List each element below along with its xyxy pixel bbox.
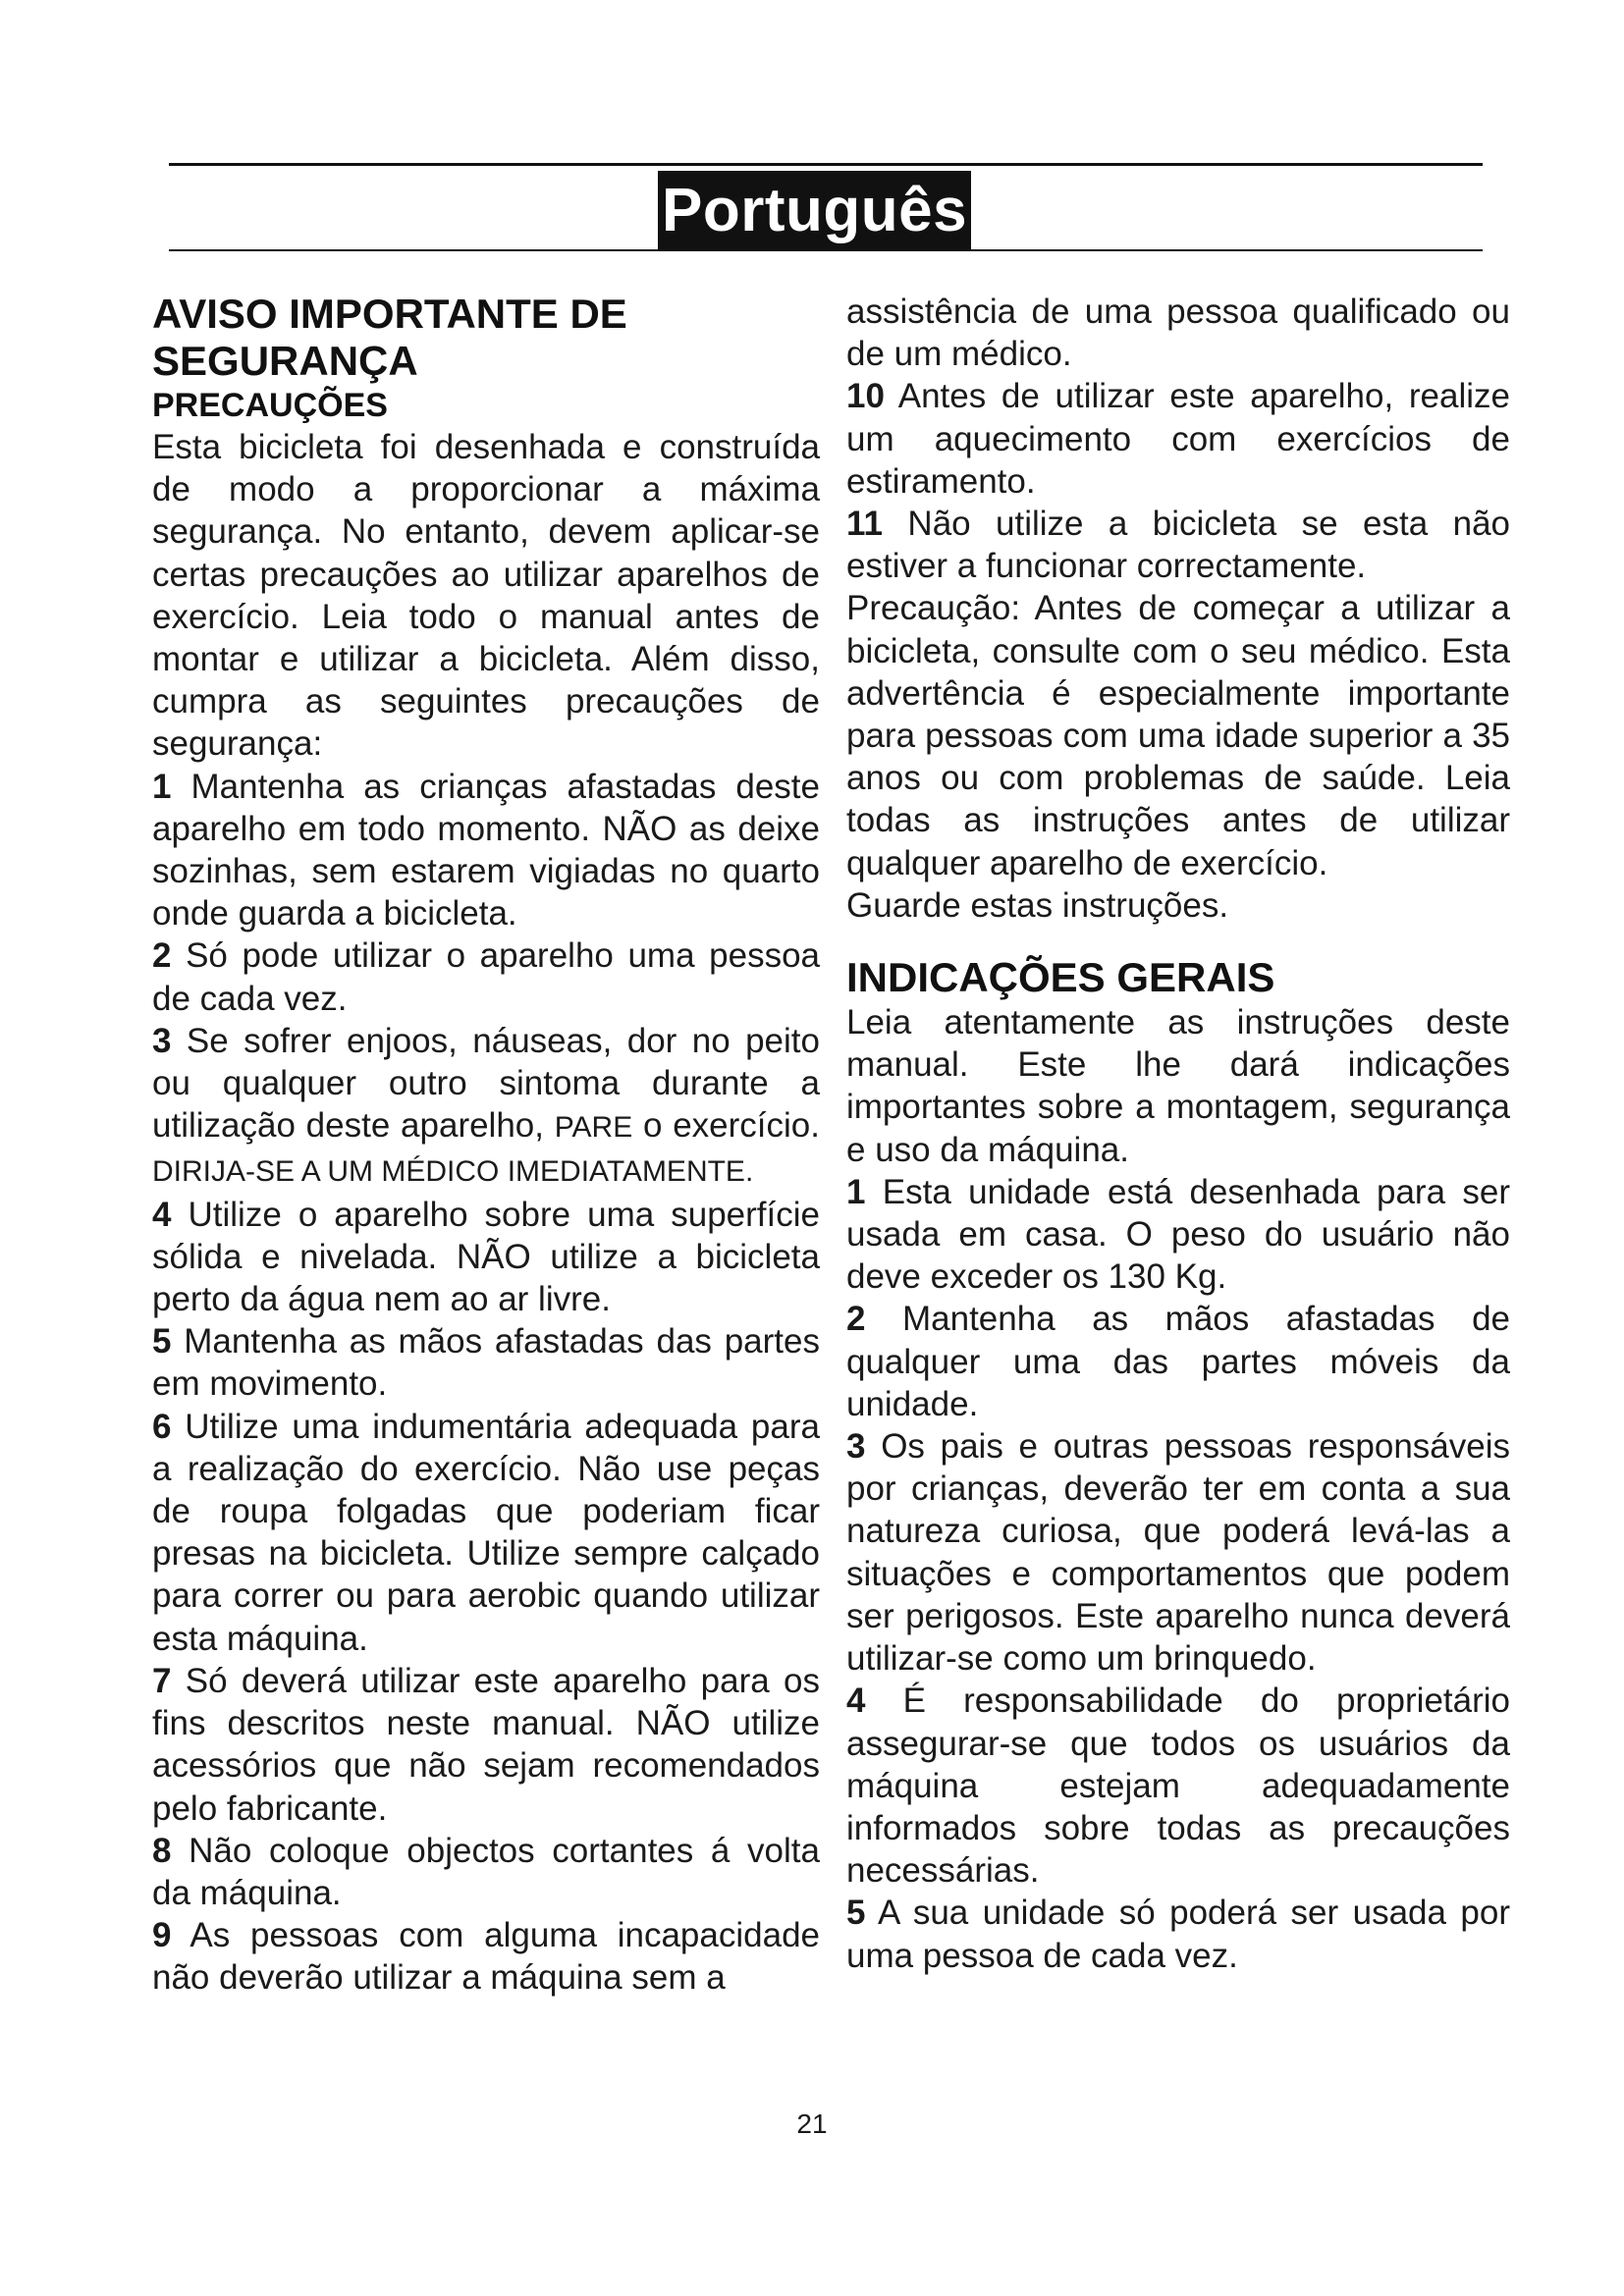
precaution-item-1 (152, 766, 820, 935)
precaution-item-9 (152, 1914, 820, 1999)
item-text: A sua unidade só poderá ser usada por uma pessoa de cada vez. (846, 1894, 1510, 1975)
item-text: Mantenha as crianças afastadas deste aparelho em todo momento. NÃO as deixe sozinhas, sem estarem vigiadas no quarto onde guarda a bicicleta. (152, 767, 820, 934)
item-number: 6 (152, 1407, 172, 1446)
general-title: INDICAÇÕES GERAIS (846, 954, 1275, 1001)
page-number: 21 (796, 2109, 828, 2139)
precaution-item-11 (846, 503, 1510, 587)
item-text: Antes de utilizar este aparelho, realize um aquecimento com exercícios de estiramento. (846, 377, 1510, 501)
precaution-item-2 (152, 934, 820, 1019)
item-text: Se sofrer enjoos, náuseas, dor no peito ou qualquer outro sintoma durante a utilização deste aparelho, (152, 1021, 820, 1146)
item-text: As pessoas com alguma incapacidade não deverão utilizar a máquina sem a (152, 1916, 820, 1998)
item-number: 5 (846, 1894, 866, 1933)
keep-instructions: Guarde estas instruções. (846, 885, 1229, 925)
precautions-intro: Esta bicicleta foi desenhada e construída de modo a proporcionar a máxima segurança. No entanto, devem aplicar-se certas precauções ao utilizar aparelhos de exercício. Leia todo o manual antes de montar e utilizar a bicicleta. Além disso, cumpra as seguintes precauções de segurança: (152, 428, 820, 764)
precaution-item-3 (152, 1020, 820, 1194)
section-gap (846, 927, 1510, 954)
item-text: Mantenha as mãos afastadas das partes em movimento. (152, 1322, 820, 1404)
item-text: Esta unidade está desenhada para ser usada em casa. O peso do usuário não deve exceder os 130 Kg. (846, 1172, 1510, 1297)
item-number: 9 (152, 1916, 172, 1955)
precaution-item-9-continued: assistência de uma pessoa qualificado ou de um médico. (846, 293, 1510, 374)
item-number: 2 (152, 936, 172, 976)
item-text-stop: PARE (554, 1111, 633, 1145)
header-top-rule (169, 163, 1483, 166)
item-text: Só deverá utilizar este aparelho para os fins descritos neste manual. NÃO utilize acessórios que não sejam recomendados pelo fabricante. (152, 1661, 820, 1828)
item-number: 4 (152, 1195, 172, 1234)
item-text: Não coloque objectos cortantes á volta da máquina. (152, 1831, 820, 1912)
item-number: 8 (152, 1831, 172, 1870)
safety-title: AVISO IMPORTANTE DE SEGURANÇA (152, 291, 627, 384)
precautions-subtitle: PRECAUÇÕES (152, 387, 388, 424)
item-number: 2 (846, 1300, 866, 1339)
item-text-doctor: DIRIJA-SE A UM MÉDICO IMEDIATAMENTE. (152, 1155, 754, 1189)
item-number: 7 (152, 1661, 172, 1700)
general-item-3 (846, 1425, 1510, 1680)
item-number: 3 (152, 1021, 172, 1060)
general-item-1 (846, 1171, 1510, 1299)
item-text: Só pode utilizar o aparelho uma pessoa de cada vez. (152, 936, 820, 1018)
item-text: Utilize o aparelho sobre uma superfície sólida e nivelada. NÃO utilize a bicicleta perto da água nem ao ar livre. (152, 1195, 820, 1319)
general-item-2 (846, 1298, 1510, 1425)
precaution-item-7 (152, 1660, 820, 1830)
item-number: 3 (846, 1427, 866, 1467)
item-number: 11 (846, 505, 883, 544)
item-text: Utilize uma indumentária adequada para a realização do exercício. Não use peças de roupa folgadas que poderiam ficar presas na bicicleta. Utilize sempre calçado para correr ou para aerobic quando utilizar esta máquina. (152, 1407, 820, 1658)
item-text: Os pais e outras pessoas responsáveis por crianças, deverão ter em conta a sua natureza curiosa, que poderá levá-las a situações e comportamentos que podem ser perigosos. Este aparelho nunca deverá utilizar-se como um brinquedo. (846, 1427, 1510, 1679)
general-item-4 (846, 1680, 1510, 1892)
precaution-item-10 (846, 375, 1510, 503)
item-text: Não utilize a bicicleta se esta não estiver a funcionar correctamente. (846, 505, 1510, 586)
right-column (846, 291, 1510, 1977)
precaution-item-8 (152, 1830, 820, 1914)
general-intro: Leia atentamente as instruções deste manual. Este lhe dará indicações importantes sobre a montagem, segurança e uso da máquina. (846, 1003, 1510, 1169)
item-text: É responsabilidade do proprietário assegurar-se que todos os usuários da máquina estejam adequadamente informados sobre todas as precauções necessárias. (846, 1682, 1510, 1891)
item-text: Mantenha as mãos afastadas de qualquer uma das partes móveis da unidade. (846, 1300, 1510, 1423)
precaution-item-5 (152, 1320, 820, 1405)
language-label: Português (658, 171, 971, 251)
precaution-item-6 (152, 1406, 820, 1660)
item-text-mid: o exercício. (643, 1106, 820, 1146)
caution-paragraph: Precaução: Antes de começar a utilizar a bicicleta, consulte com o seu médico. Esta advertência é especialmente importante para pessoas com uma idade superior a 35 anos ou com problemas de saúde. Leia todas as instruções antes de utilizar qualquer aparelho de exercício. (846, 589, 1510, 882)
general-item-5 (846, 1892, 1510, 1976)
item-number: 1 (152, 767, 172, 806)
item-number: 1 (846, 1172, 866, 1211)
header-bottom-rule (169, 249, 1483, 251)
item-number: 4 (846, 1682, 866, 1721)
item-number: 10 (846, 377, 885, 416)
item-number: 5 (152, 1322, 172, 1362)
precaution-item-4 (152, 1194, 820, 1321)
left-column (152, 291, 820, 2000)
